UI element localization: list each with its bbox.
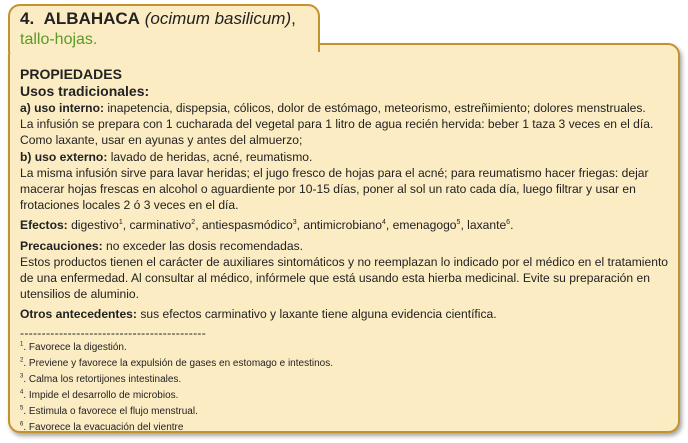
effect-item: antimicrobiano$^4$,	[303, 218, 393, 233]
other-background-text: sus efectos carminativo y laxante tiene alguna evidencia científica.	[136, 307, 497, 322]
infusion-instructions: La infusión se prepara con 1 cucharada del vegetal para 1 litro de agua recién hervida: beber 1 taza 3 veces en el día. Como laxante, usar en ayunas y antes del almuerzo;	[20, 117, 654, 148]
effect-item: antiespasmódico$^3$,	[201, 218, 304, 233]
footnote: $^6$. Favorece la evacuación del vientre	[20, 421, 184, 434]
properties-section	[20, 66, 672, 436]
internal-use-text: inapetencia, dispepsia, cólicos, dolor de estómago, meteorismo, estreñimiento; dolores menstruales.	[103, 101, 646, 115]
other-background-label: Otros antecedentes:	[20, 307, 137, 322]
effect-item: laxante$^6$.	[467, 218, 514, 233]
precautions-label: Precauciones:	[20, 238, 103, 253]
internal-use	[20, 100, 672, 116]
precautions	[20, 238, 672, 254]
traditional-uses-heading: Usos tradicionales:	[20, 83, 150, 99]
effects	[20, 217, 672, 233]
plant-number: 4.	[20, 9, 35, 28]
properties-heading: PROPIEDADES	[20, 66, 122, 82]
internal-use-label: a) uso interno:	[20, 101, 104, 115]
footnote-divider: -------------------------------------------	[20, 325, 207, 340]
precautions-text: no exceder las dosis recomendadas.	[102, 238, 304, 253]
footnote: $^4$. Impide el desarrollo de microbios.	[20, 389, 179, 401]
footnote: $^5$. Estimula o favorece el flujo menstrual.	[20, 405, 198, 418]
page-title	[20, 8, 296, 29]
external-use	[20, 149, 672, 165]
effect-item: carminativo$^2$,	[129, 218, 202, 233]
effect-item: digestivo$^1$,	[67, 218, 130, 233]
effect-item: emenagogo$^5$,	[392, 218, 468, 233]
plant-part: tallo-hojas.	[20, 31, 98, 48]
title-comma: ,	[291, 9, 296, 28]
effects-label: Efectos:	[20, 218, 68, 233]
footnote: $^1$. Favorece la digestión.	[20, 341, 127, 353]
external-use-detail: La misma infusión sirve para lavar heridas; el jugo fresco de hojas para el acné; para reumatismo hacer friegas: dejar macerar hojas frescas en alcohol o aguardiente por 10-15 días, poner al sol un rato cada día, luego filtrar y usar en frotaciones locales 2 ó 3 veces en el día.	[20, 165, 649, 213]
plant-latin-name: (ocimum basilicum)	[144, 9, 292, 28]
footnote: $^3$. Calma los retortijones intestinales.	[20, 373, 182, 385]
other-background	[20, 306, 672, 322]
plant-name: ALBAHACA	[43, 9, 140, 28]
precautions-note: Estos productos tienen el carácter de auxiliares sintomáticos y no reemplazan lo indicado por el médico en el tratamiento de una enfermedad. Al consultar al médico, infórmele que está usando esta hierba medicinal. Evite su preparación en utensilios de aluminio.	[20, 254, 669, 302]
footnote: $^2$. Previene y favorece la expulsión de gases en estomago e intestinos.	[20, 357, 333, 369]
external-use-text: lavado de heridas, acné, reumatismo.	[107, 149, 313, 164]
external-use-label: b) uso externo:	[20, 149, 108, 164]
